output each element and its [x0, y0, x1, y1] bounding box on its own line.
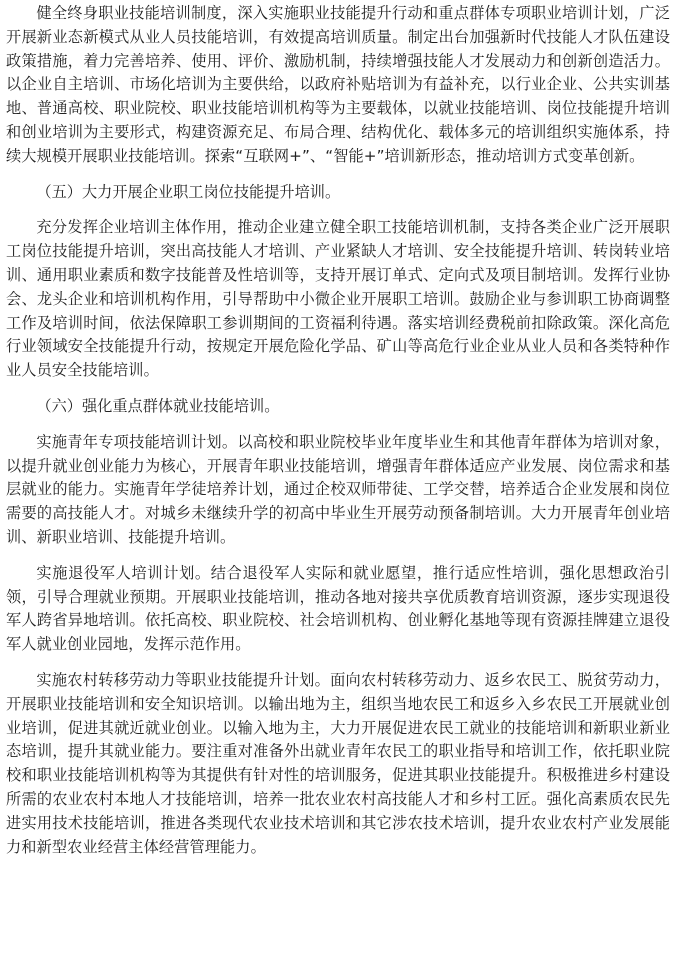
- paragraph-rural-labor-training: 实施农村转移劳动力等职业技能提升计划。面向农村转移劳动力、返乡农民工、脱贫劳动力，开展职业技能培训和安全知识培训。以输出地为主，组织当地农民工和返乡入乡农民工开展就业创业培训，促进其就近就业创业。以输入地为主，大力开展促进农民工就业的技能培训和新职业新业态培训，提升其就业能力。要注重对准备外出就业青年农民工的职业指导和培训工作，依托职业院校和职业技能培训机构等为其提供有针对性的培训服务，促进其职业技能提升。积极推进乡村建设所需的农业农村本地人才技能培训，培养一批农业农村高技能人才和乡村工匠。强化高素质农民先进实用技术技能培训，推进各类现代农业技术培训和其它涉农技术培训，提升农业农村产业发展能力和新型农业经营主体经营管理能力。: [6, 670, 670, 856]
- paragraph-enterprise-training: 充分发挥企业培训主体作用，推动企业建立健全职工技能培训机制，支持各类企业广泛开展职工岗位技能提升培训，突出高技能人才培训、产业紧缺人才培训、安全技能提升培训、转岗转业培训、通用职业素质和数字技能普及性培训等，支持开展订单式、定向式及项目制培训。发挥行业协会、龙头企业和培训机构作用，引导帮助中小微企业开展职工培训。鼓励企业与参训职工协商调整工作及培训时间，依法保障职工参训期间的工资福利待遇。落实培训经费税前扣除政策。深化高危行业领域安全技能提升行动，按规定开展危险化学品、矿山等高危行业企业从业人员和各类特种作业人员安全技能培训。: [6, 218, 670, 380]
- paragraph-veteran-training: 实施退役军人培训计划。结合退役军人实际和就业愿望，推行适应性培训，强化思想政治引领，引导合理就业预期。开展职业技能培训，推动各地对接共享优质教育培训资源，逐步实现退役军人跨省异地培训。依托高校、职业院校、社会培训机构、创业孵化基地等现有资源挂牌建立退役军人就业创业园地，发挥示范作用。: [6, 563, 670, 654]
- section-heading-5: （五）大力开展企业职工岗位技能提升培训。: [36, 182, 341, 201]
- paragraph-training-system: 健全终身职业技能培训制度，深入实施职业技能提升行动和重点群体专项职业培训计划，广泛开展新业态新模式从业人员技能培训，有效提高培训质量。制定出台加强新时代技能人才队伍建设政策措施，着力完善培养、使用、评价、激励机制，持续增强技能人才发展动力和创新创造活力。以企业自主培训、市场化培训为主要供给，以政府补贴培训为有益补充，以行业企业、公共实训基地、普通高校、职业院校、职业技能培训机构等为主要载体，以就业技能培训、岗位技能提升培训和创业培训为主要形式，构建资源充足、布局合理、结构优化、载体多元的培训组织实施体系，持续大规模开展职业技能培训。探索“互联网+”、“智能+”培训新形态，推动培训方式变革创新。: [6, 4, 670, 165]
- document-body: [6, 2, 670, 859]
- paragraph-youth-training: 实施青年专项技能培训计划。以高校和职业院校毕业年度毕业生和其他青年群体为培训对象，以提升就业创业能力为核心，开展青年职业技能培训，增强青年群体适应产业发展、岗位需求和基层就业的能力。实施青年学徒培养计划，通过企校双师带徒、工学交替，培养适合企业发展和岗位需要的高技能人才。对城乡未继续升学的初高中毕业生开展劳动预备制培训。大力开展青年创业培训、新职业培训、技能提升培训。: [6, 432, 670, 546]
- section-heading-6: （六）强化重点群体就业技能培训。: [36, 396, 280, 415]
